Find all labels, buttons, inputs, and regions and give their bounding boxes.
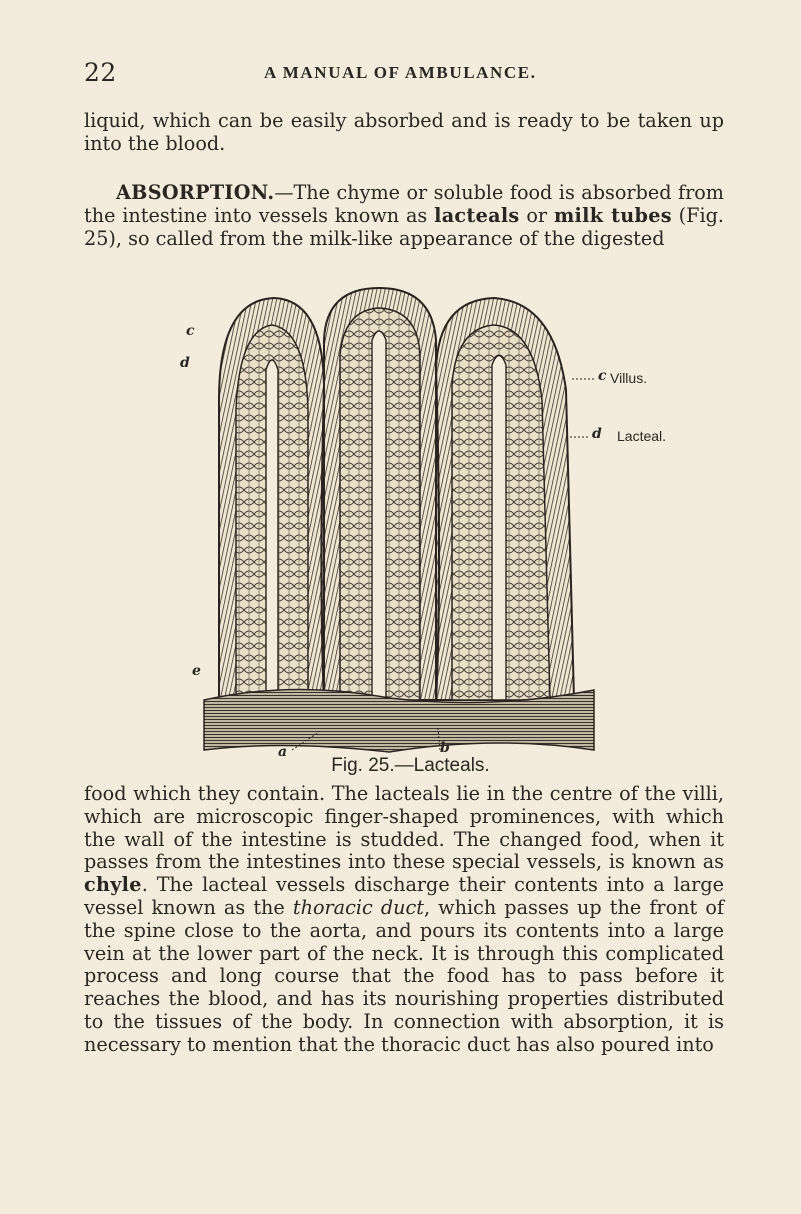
- section-heading-absorption: ABSORPTION.: [116, 181, 275, 204]
- figure-25-lacteals: [174, 280, 667, 760]
- lacteals-text-c: , which passes up the front of the spine close to the aorta, and pours its contents into a large vein at the lower part of the neck. It is through this complicated process and long course that the food has to pass before it reaches the blood, and has its nourishing properties distributed to the tissues of the body. In connection with absorption, it is necessary to mention that the thoracic duct has also poured into: [84, 895, 724, 1056]
- page-number: 22: [84, 58, 117, 87]
- absorption-text-a: —The chyme or soluble food is absorbed from the intestine into vessels known as: [84, 181, 724, 227]
- callout-lacteal: Lacteal.: [617, 428, 667, 444]
- page-header: [84, 58, 724, 90]
- figure-label-e-left: e: [192, 663, 201, 679]
- callout-villus-letter: c: [598, 368, 607, 384]
- villi-engraving: [174, 280, 604, 760]
- lacteals-text-b: . The lacteal vessels discharge their contents into a large vessel known as the: [84, 873, 724, 919]
- paragraph-1-text: liquid, which can be easily absorbed and is ready to be taken up into the blood.: [84, 109, 724, 155]
- figure-caption: Fig. 25.—Lacteals.: [331, 755, 490, 776]
- term-chyle: chyle: [84, 873, 142, 897]
- callout-villus: Villus.: [610, 370, 648, 386]
- term-milk-tubes: milk tubes: [553, 203, 672, 227]
- paragraph-lacteals: [84, 783, 724, 1057]
- figure-label-d-left: d: [180, 355, 190, 371]
- paragraph-absorption: [84, 182, 724, 250]
- running-title: A MANUAL OF AMBULANCE.: [264, 63, 537, 82]
- figure-label-c-left: c: [186, 323, 195, 339]
- villus-group-left: [219, 298, 324, 700]
- intestinal-wall-base: [204, 689, 594, 752]
- figure-label-a-bottom: a: [278, 744, 288, 760]
- villus-group-center: [324, 288, 436, 700]
- lacteals-text-a: food which they contain. The lacteals lie in the centre of the villi, which are microscopic finger-shaped prominences, with which the wall of the intestine is studded. The changed food, when it passes from the intestines into these special vessels, is known as: [84, 782, 724, 874]
- term-lacteals: lacteals: [434, 203, 520, 227]
- figure-label-b-bottom: b: [440, 740, 450, 756]
- villus-group-right: [436, 298, 574, 700]
- term-thoracic-duct: thoracic duct: [292, 895, 424, 919]
- callout-lacteal-letter: d: [592, 426, 602, 442]
- paragraph-1: [84, 110, 724, 156]
- absorption-text-c: (Fig. 25), so called from the milk-like appearance of the digested: [84, 203, 724, 250]
- absorption-text-b: or: [519, 203, 554, 227]
